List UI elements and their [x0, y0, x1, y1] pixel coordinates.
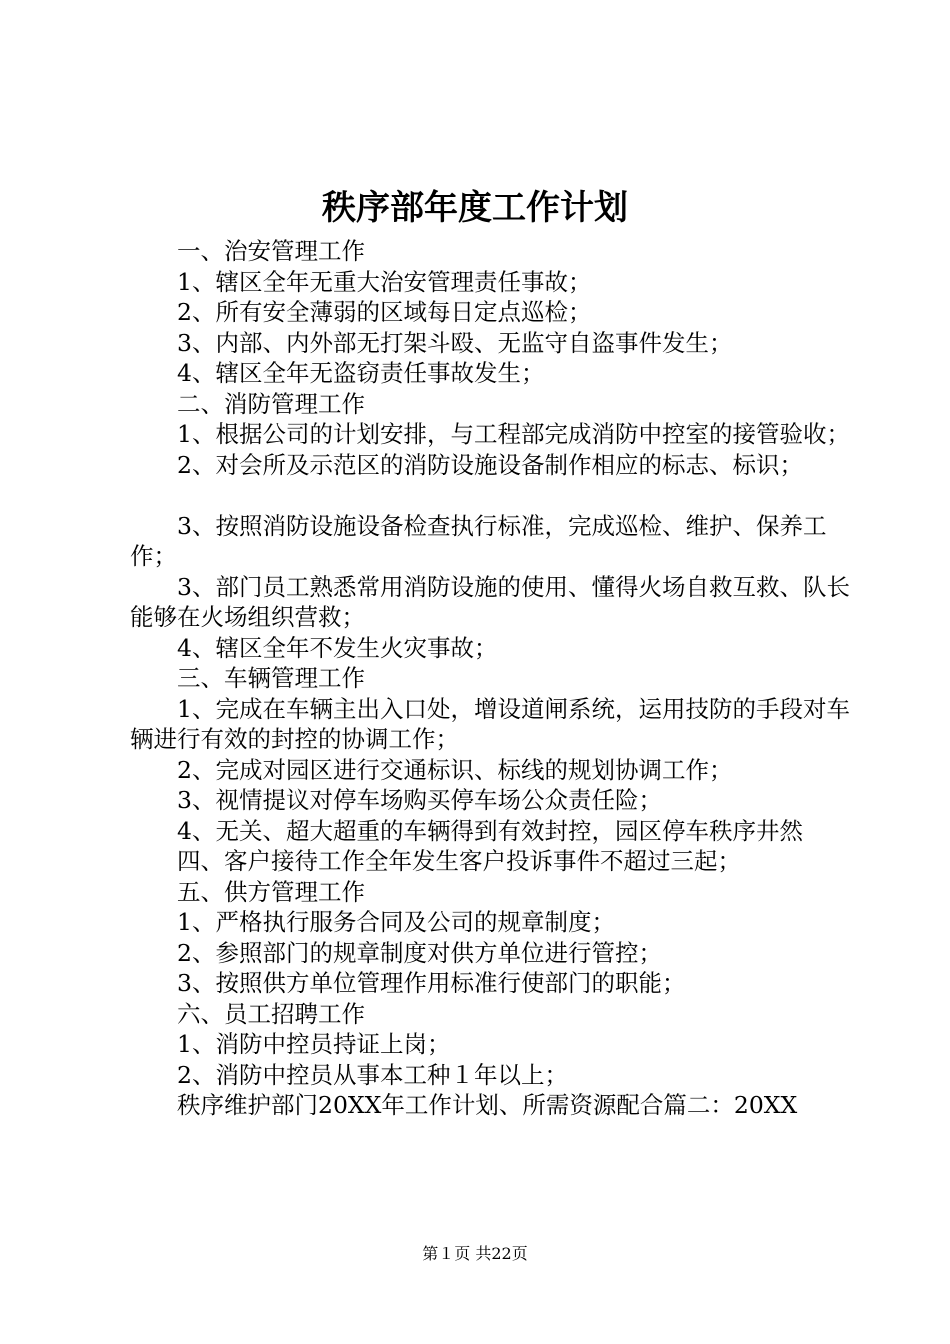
paragraph: 2、完成对园区进行交通标识、标线的规划协调工作；	[177, 755, 733, 784]
paragraph: 二、消防管理工作	[177, 389, 365, 418]
paragraph: 2、参照部门的规章制度对供方单位进行管控；	[177, 938, 662, 967]
paragraph: 3、视情提议对停车场购买停车场公众责任险；	[177, 786, 662, 814]
document-body	[130, 236, 850, 1121]
paragraph: 2、所有安全薄弱的区域每日定点巡检；	[177, 298, 592, 326]
paragraph: 四、客户接待工作全年发生客户投诉事件不超过三起；	[177, 847, 741, 875]
paragraph: 4、无关、超大超重的车辆得到有效封控，园区停车秩序井然	[177, 816, 803, 845]
page-footer: 第１页 共22页	[422, 1244, 528, 1263]
paragraph: 1、严格执行服务合同及公司的规章制度；	[177, 908, 615, 936]
paragraph: 一、治安管理工作	[177, 237, 365, 265]
page-title: 秩序部年度工作计划	[322, 188, 628, 228]
paragraph: 1、辖区全年无重大治安管理责任事故；	[177, 267, 592, 296]
paragraph: 2、对会所及示范区的消防设施设备制作相应的标志、标识；	[177, 450, 803, 479]
paragraph: 3、部门员工熟悉常用消防设施的使用、懂得火场自救互救、队长能够在火场组织营救；	[130, 572, 850, 631]
paragraph: 3、按照供方单位管理作用标准行使部门的职能；	[177, 969, 686, 997]
paragraph: 1、根据公司的计划安排，与工程部完成消防中控室的接管验收；	[177, 420, 850, 448]
paragraph	[130, 480, 850, 511]
paragraph: 4、辖区全年不发生火灾事故；	[177, 633, 498, 662]
paragraph: 4、辖区全年无盗窃责任事故发生；	[177, 359, 545, 387]
paragraph: 五、供方管理工作	[177, 877, 365, 906]
paragraph: 2、消防中控员从事本工种１年以上；	[177, 1060, 568, 1089]
paragraph: 3、内部、内外部无打架斗殴、无监守自盗事件发生；	[177, 328, 733, 357]
paragraph: 1、消防中控员持证上岗；	[177, 1030, 451, 1058]
paragraph: 六、员工招聘工作	[177, 999, 365, 1028]
paragraph: 三、车辆管理工作	[177, 664, 365, 692]
paragraph: 3、按照消防设施设备检查执行标准，完成巡检、维护、保养工作；	[130, 511, 827, 570]
paragraph: 1、完成在车辆主出入口处，增设道闸系统，运用技防的手段对车辆进行有效的封控的协调工作；	[130, 694, 850, 753]
paragraph: 秩序维护部门20XX年工作计划、所需资源配合篇二：20XX	[177, 1091, 798, 1119]
